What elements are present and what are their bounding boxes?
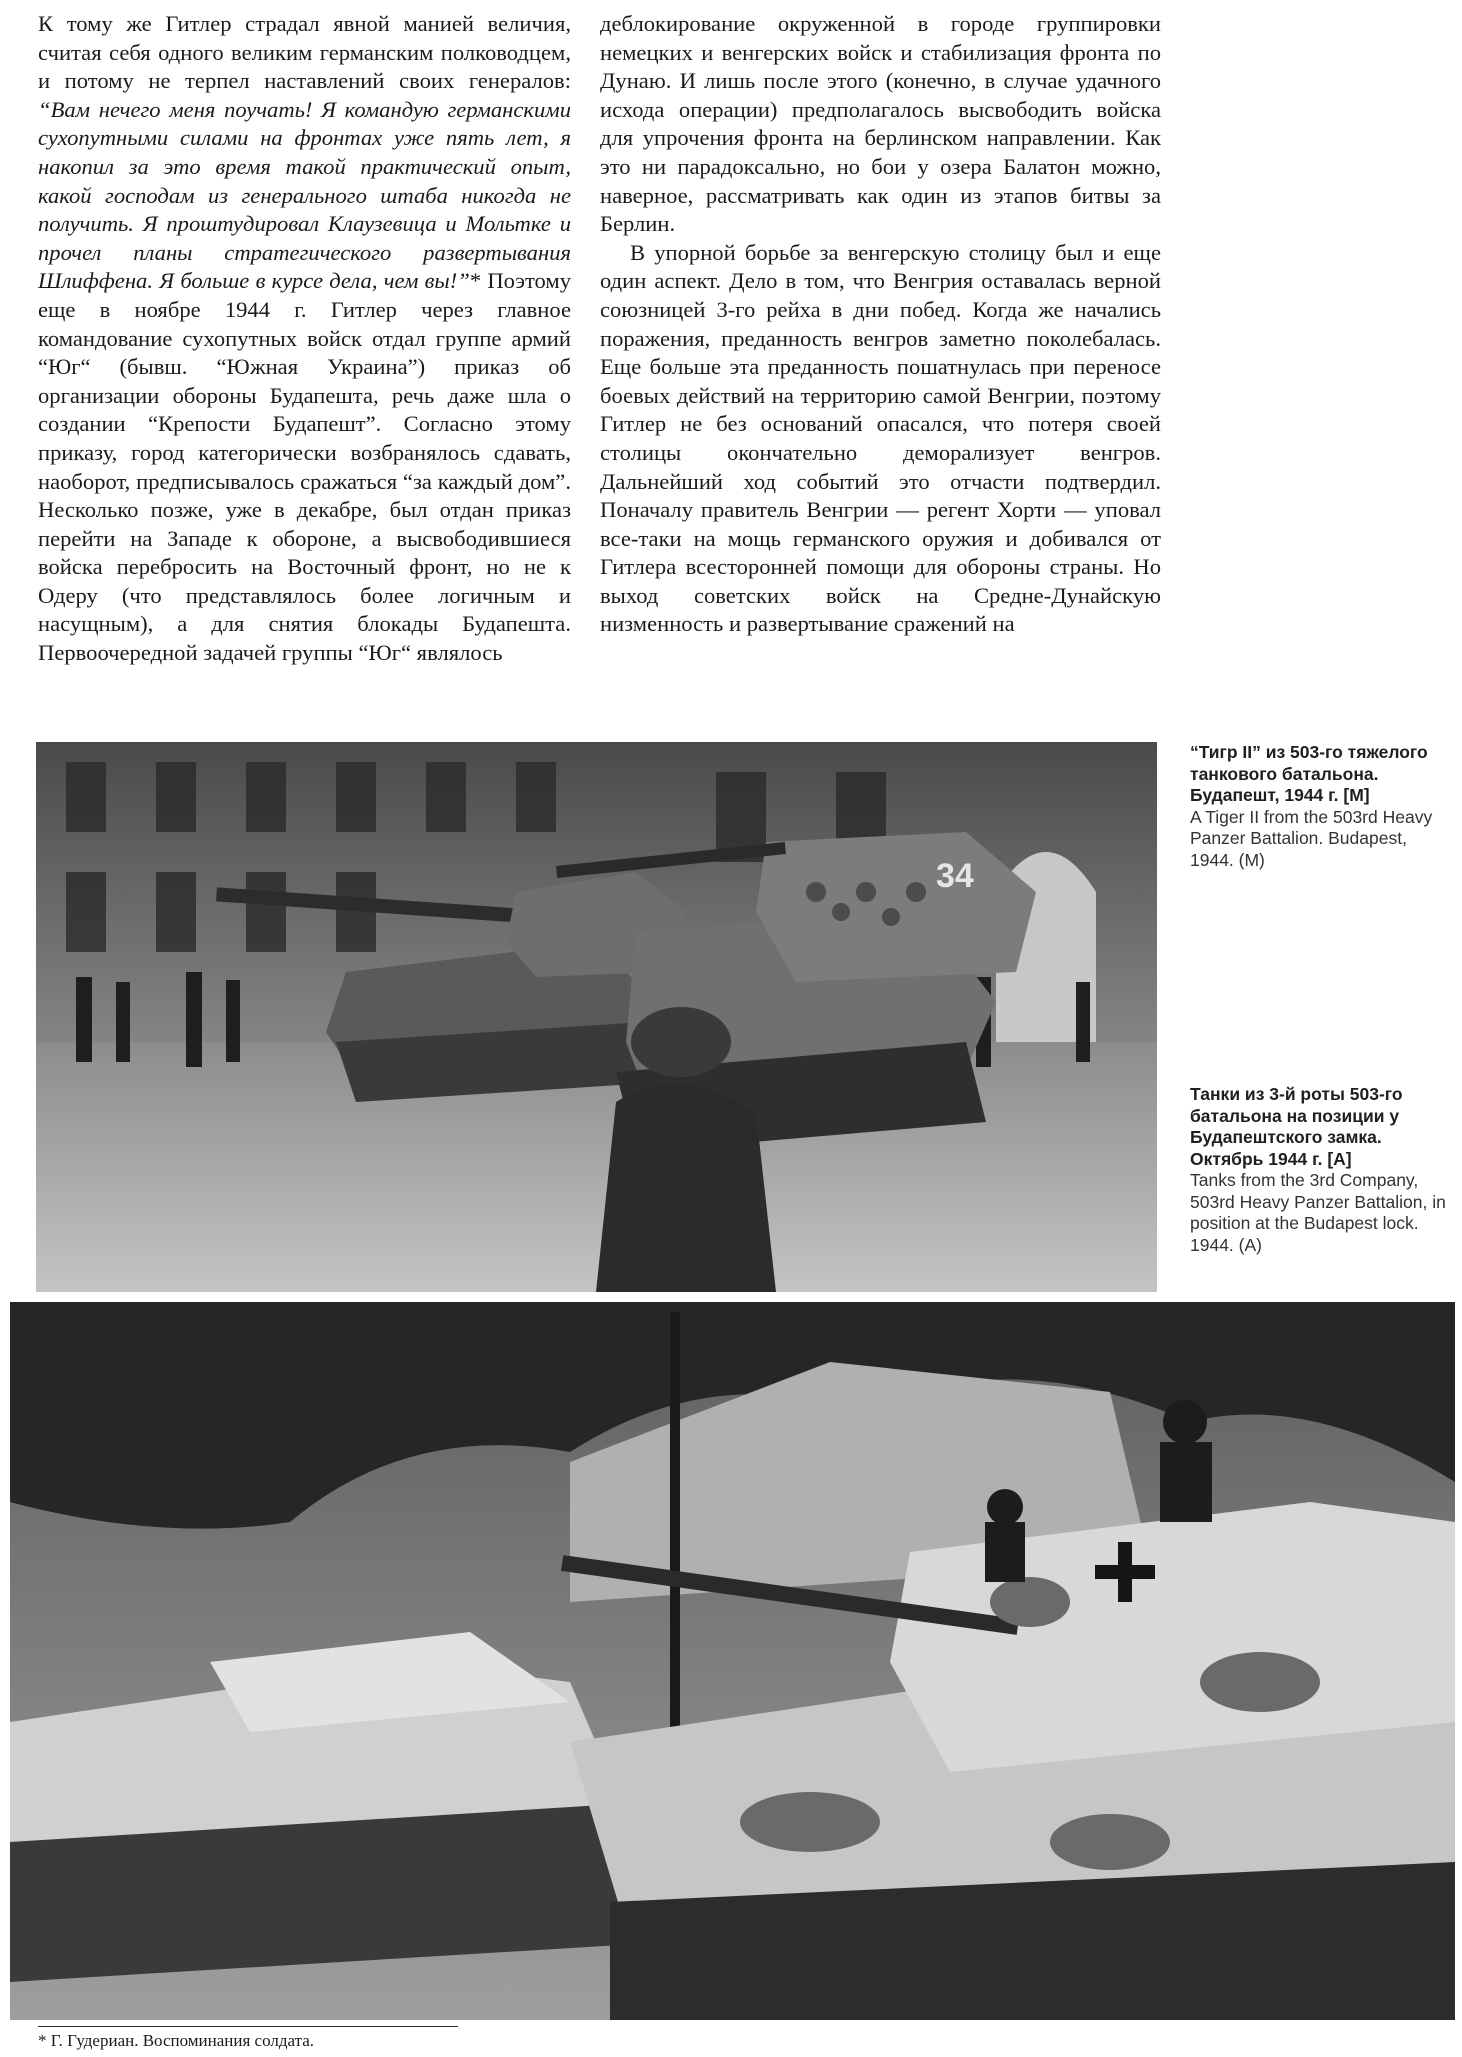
- tanks-castle-illustration: [10, 1302, 1455, 2020]
- turret-number: 34: [936, 857, 974, 895]
- photo-1-caption-en: A Tiger II from the 503rd Heavy Panzer Battalion. Budapest, 1944. (M): [1190, 806, 1433, 870]
- photo-2-caption: [1190, 1084, 1452, 1256]
- photo-1-caption: [1190, 742, 1452, 871]
- footnote: * Г. Гудериан. Воспоминания солдата.: [38, 2031, 315, 2050]
- footnote-divider: [38, 2026, 458, 2027]
- left-text-column: [38, 10, 571, 668]
- right-paragraph-1: деблокирование окруженной в городе группировки немецких и венгерских войск и стабилизация фронта по Дунаю. И лишь после этого (конечно, в случае удачного исхода операции) предполагалось высвободить войска для упрочения фронта на берлинском направлении. Как это ни парадоксально, но бои у озера Балатон можно, наверное, рассматривать как один из этапов битвы за Берлин.: [600, 11, 1161, 237]
- photo-2-caption-ru: Танки из 3-й роты 503-го батальона на позиции у Будапештского замка. Октябрь 1944 г. [А]: [1190, 1084, 1403, 1169]
- paragraph-lead-text: К тому же Гитлер страдал явной манией величия, считая себя одного великим германским полководцем, и потому не терпел наставлений своих генералов:: [38, 11, 571, 94]
- tiger-tank-street-illustration: [36, 742, 1157, 1292]
- photo-2-caption-en: Tanks from the 3rd Company, 503rd Heavy Panzer Battalion, in position at the Budapest lock. 1944. (A): [1190, 1170, 1446, 1255]
- tiger-tank-street-photo: [36, 742, 1157, 1292]
- right-text-column: [600, 10, 1161, 639]
- photo-1-caption-ru: “Тигр II” из 503-го тяжелого танкового батальона. Будапешт, 1944 г. [М]: [1190, 742, 1428, 805]
- right-paragraph-2: В упорной борьбе за венгерскую столицу был и еще один аспект. Дело в том, что Венгрия оставалась верной союзницей 3-го рейха в дни побед. Когда же начались поражения, преданность венгров заметно поколебалась. Еще больше эта преданность пошатнулась при переносе боевых действий на территорию самой Венгрии, поэтому Гитлер не без оснований опасался, что потеря своей столицы окончательно деморализует венгров. Дальнейший ход событий это отчасти подтвердил. Поначалу правитель Венгрии — регент Хорти — уповал все-таки на мощь германского оружия и добивался от Гитлера всесторонней помощи для обороны страны. Но выход советских войск на Средне-Дунайскую низменность и развертывание сражений на: [600, 239, 1161, 637]
- guderian-quote: “Вам нечего меня поучать! Я командую германскими сухопутными силами на фронтах уже пять лет, я накопил за это время такой практический опыт, какой господам из генерального штаба никогда не получить. Я проштудировал Клаузевица и Мольтке и прочел планы стратегического развертывания Шлиффена. Я больше в курсе дела, чем вы!”: [38, 96, 571, 294]
- tanks-castle-photo: [10, 1302, 1455, 2020]
- left-paragraph: [38, 10, 571, 668]
- paragraph-continuation-text: * Поэтому еще в ноябре 1944 г. Гитлер через главное командование сухопутных войск отдал группе армий “Юг“ (бывш. “Южная Украина”) приказ об организации обороны Будапешта, речь даже шла о создании “Крепости Будапешт”. Согласно этому приказу, город категорически возбранялось сдавать, наоборот, предписывалось сражаться “за каждый дом”. Несколько позже, уже в декабре, был отдан приказ перейти на Западе к обороне, а высвободившиеся войска перебросить на Восточный фронт, но не к Одеру (что представлялось более логичным и насущным), а для снятия блокады Будапешта. Первоочередной задачей группы “Юг“ являлось: [38, 268, 571, 666]
- lamp-post: [670, 1312, 680, 1732]
